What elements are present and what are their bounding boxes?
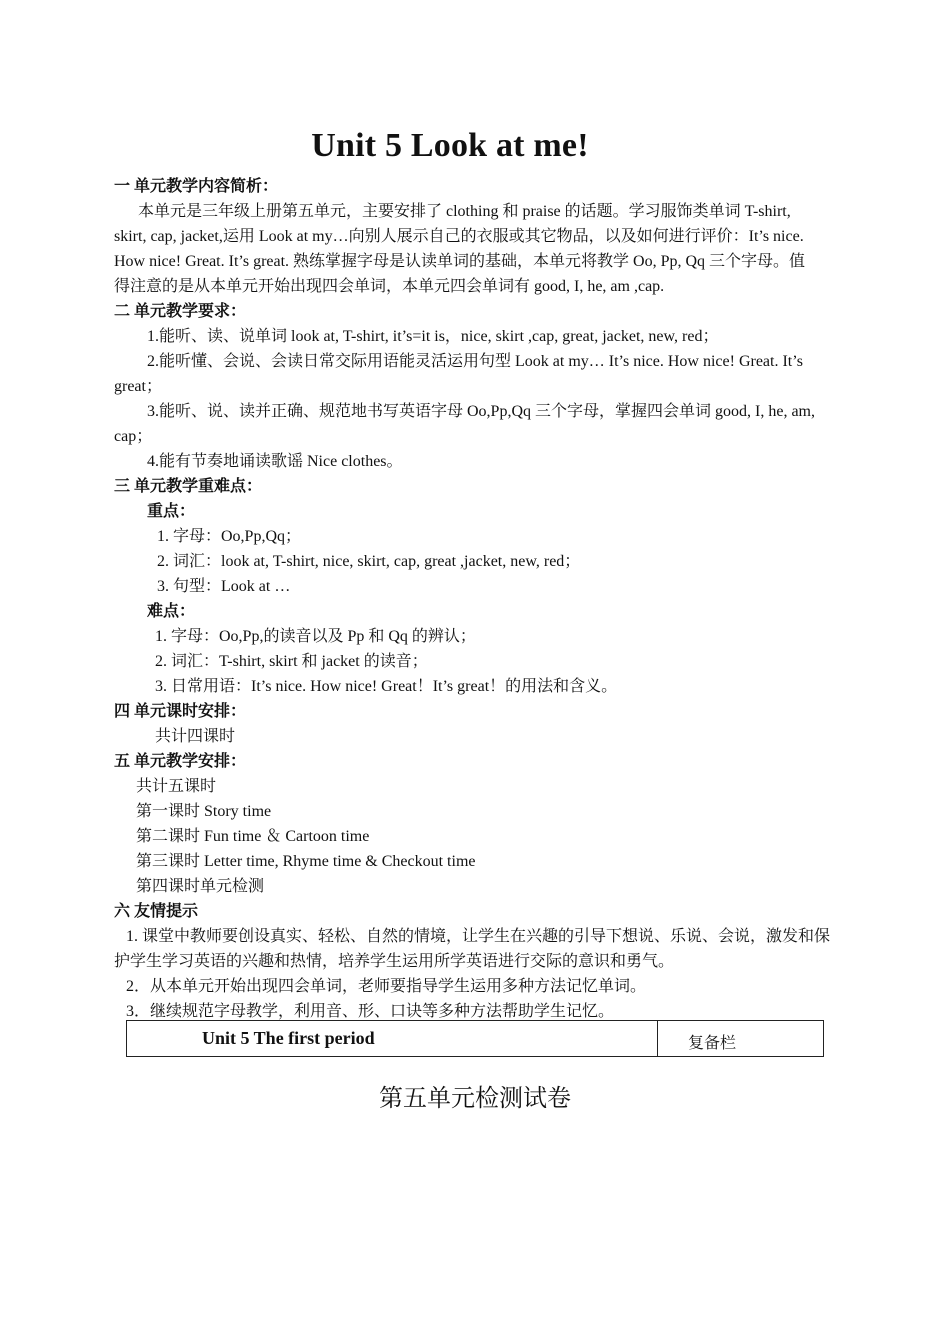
section-5-line-2: 第一课时 Story time <box>136 803 272 820</box>
section-5-line-1: 共计五课时 <box>136 778 217 795</box>
section-1-line-1: 本单元是三年级上册第五单元，主要安排了 clothing 和 praise 的话题。学习服饰类单词 T-shirt, <box>138 203 791 220</box>
difficult-point-1: 1. 字母：Oo,Pp,的读音以及 Pp 和 Qq 的辨认； <box>155 628 476 645</box>
difficult-points-label: 难点： <box>147 603 196 620</box>
section-1-line-4: 得注意的是从本单元开始出现四会单词，本单元四会单词有 good, I, he, am ,cap. <box>114 278 665 295</box>
section-6-line-2: 护学生学习英语的兴趣和热情，培养学生运用所学英语进行交际的意识和勇气。 <box>114 953 675 970</box>
section-2-heading: 二 单元教学要求： <box>114 303 247 320</box>
lesson-table <box>126 1020 824 1057</box>
document-title: Unit 5 Look at me! <box>311 127 589 164</box>
section-4-line-1: 共计四课时 <box>155 728 236 745</box>
section-6-line-3: 2．从本单元开始出现四会单词，老师要指导学生运用多种方法记忆单词。 <box>126 978 647 995</box>
key-point-3: 3. 句型：Look at … <box>157 578 291 595</box>
section-3-heading: 三 单元教学重难点： <box>114 478 263 495</box>
review-notes-label: 复备栏 <box>688 1035 737 1052</box>
difficult-point-2: 2. 词汇：T-shirt, skirt 和 jacket 的读音； <box>155 653 428 670</box>
section-1-line-2: skirt, cap, jacket,运用 Look at my…向别人展示自己的衣服或其它物品，以及如何进行评价：It’s nice. <box>114 228 804 245</box>
key-point-1: 1. 字母：Oo,Pp,Qq； <box>157 528 302 545</box>
section-6-line-1: 1. 课堂中教师要创设真实、轻松、自然的情境，让学生在兴趣的引导下想说、乐说、会说，激发和保 <box>126 928 831 945</box>
section-2-line-5: cap； <box>114 428 153 445</box>
section-2-line-2: 2.能听懂、会说、会读日常交际用语能灵活运用句型 Look at my… It’s nice. How nice! Great. It’s <box>147 353 803 370</box>
section-6-heading: 六 友情提示 <box>114 903 199 920</box>
unit-test-title: 第五单元检测试卷 <box>379 1084 571 1112</box>
section-2-line-1: 1.能听、读、说单词 look at, T-shirt, it’s=it is，nice, skirt ,cap, great, jacket, new, red； <box>147 328 719 345</box>
key-points-label: 重点： <box>147 503 196 520</box>
section-5-heading: 五 单元教学安排： <box>114 753 247 770</box>
section-6-line-4: 3．继续规范字母教学，利用音、形、口诀等多种方法帮助学生记忆。 <box>126 1003 615 1020</box>
lesson-period-title: Unit 5 The first period <box>202 1028 375 1048</box>
section-2-line-4: 3.能听、说、读并正确、规范地书写英语字母 Oo,Pp,Qq 三个字母，掌握四会单词 good, I, he, am, <box>147 403 815 420</box>
section-1-line-3: How nice! Great. It’s great. 熟练掌握字母是认读单词的基础，本单元将教学 Oo, Pp, Qq 三个字母。值 <box>114 253 806 270</box>
section-5-line-4: 第三课时 Letter time, Rhyme time & Checkout time <box>136 853 476 870</box>
section-2-line-3: great； <box>114 378 162 395</box>
section-5-line-3: 第二课时 Fun time ＆ Cartoon time <box>136 828 370 845</box>
section-2-line-6: 4.能有节奏地诵读歌谣 Nice clothes。 <box>147 453 403 470</box>
section-4-heading: 四 单元课时安排： <box>114 703 247 720</box>
difficult-point-3: 3. 日常用语：It’s nice. How nice! Great！It’s great！的用法和含义。 <box>155 678 618 695</box>
lesson-table-period-cell <box>127 1021 658 1056</box>
section-5-line-5: 第四课时单元检测 <box>136 878 265 895</box>
section-1-heading: 一 单元教学内容简析： <box>114 178 279 195</box>
key-point-2: 2. 词汇：look at, T-shirt, nice, skirt, cap, great ,jacket, new, red； <box>157 553 581 570</box>
